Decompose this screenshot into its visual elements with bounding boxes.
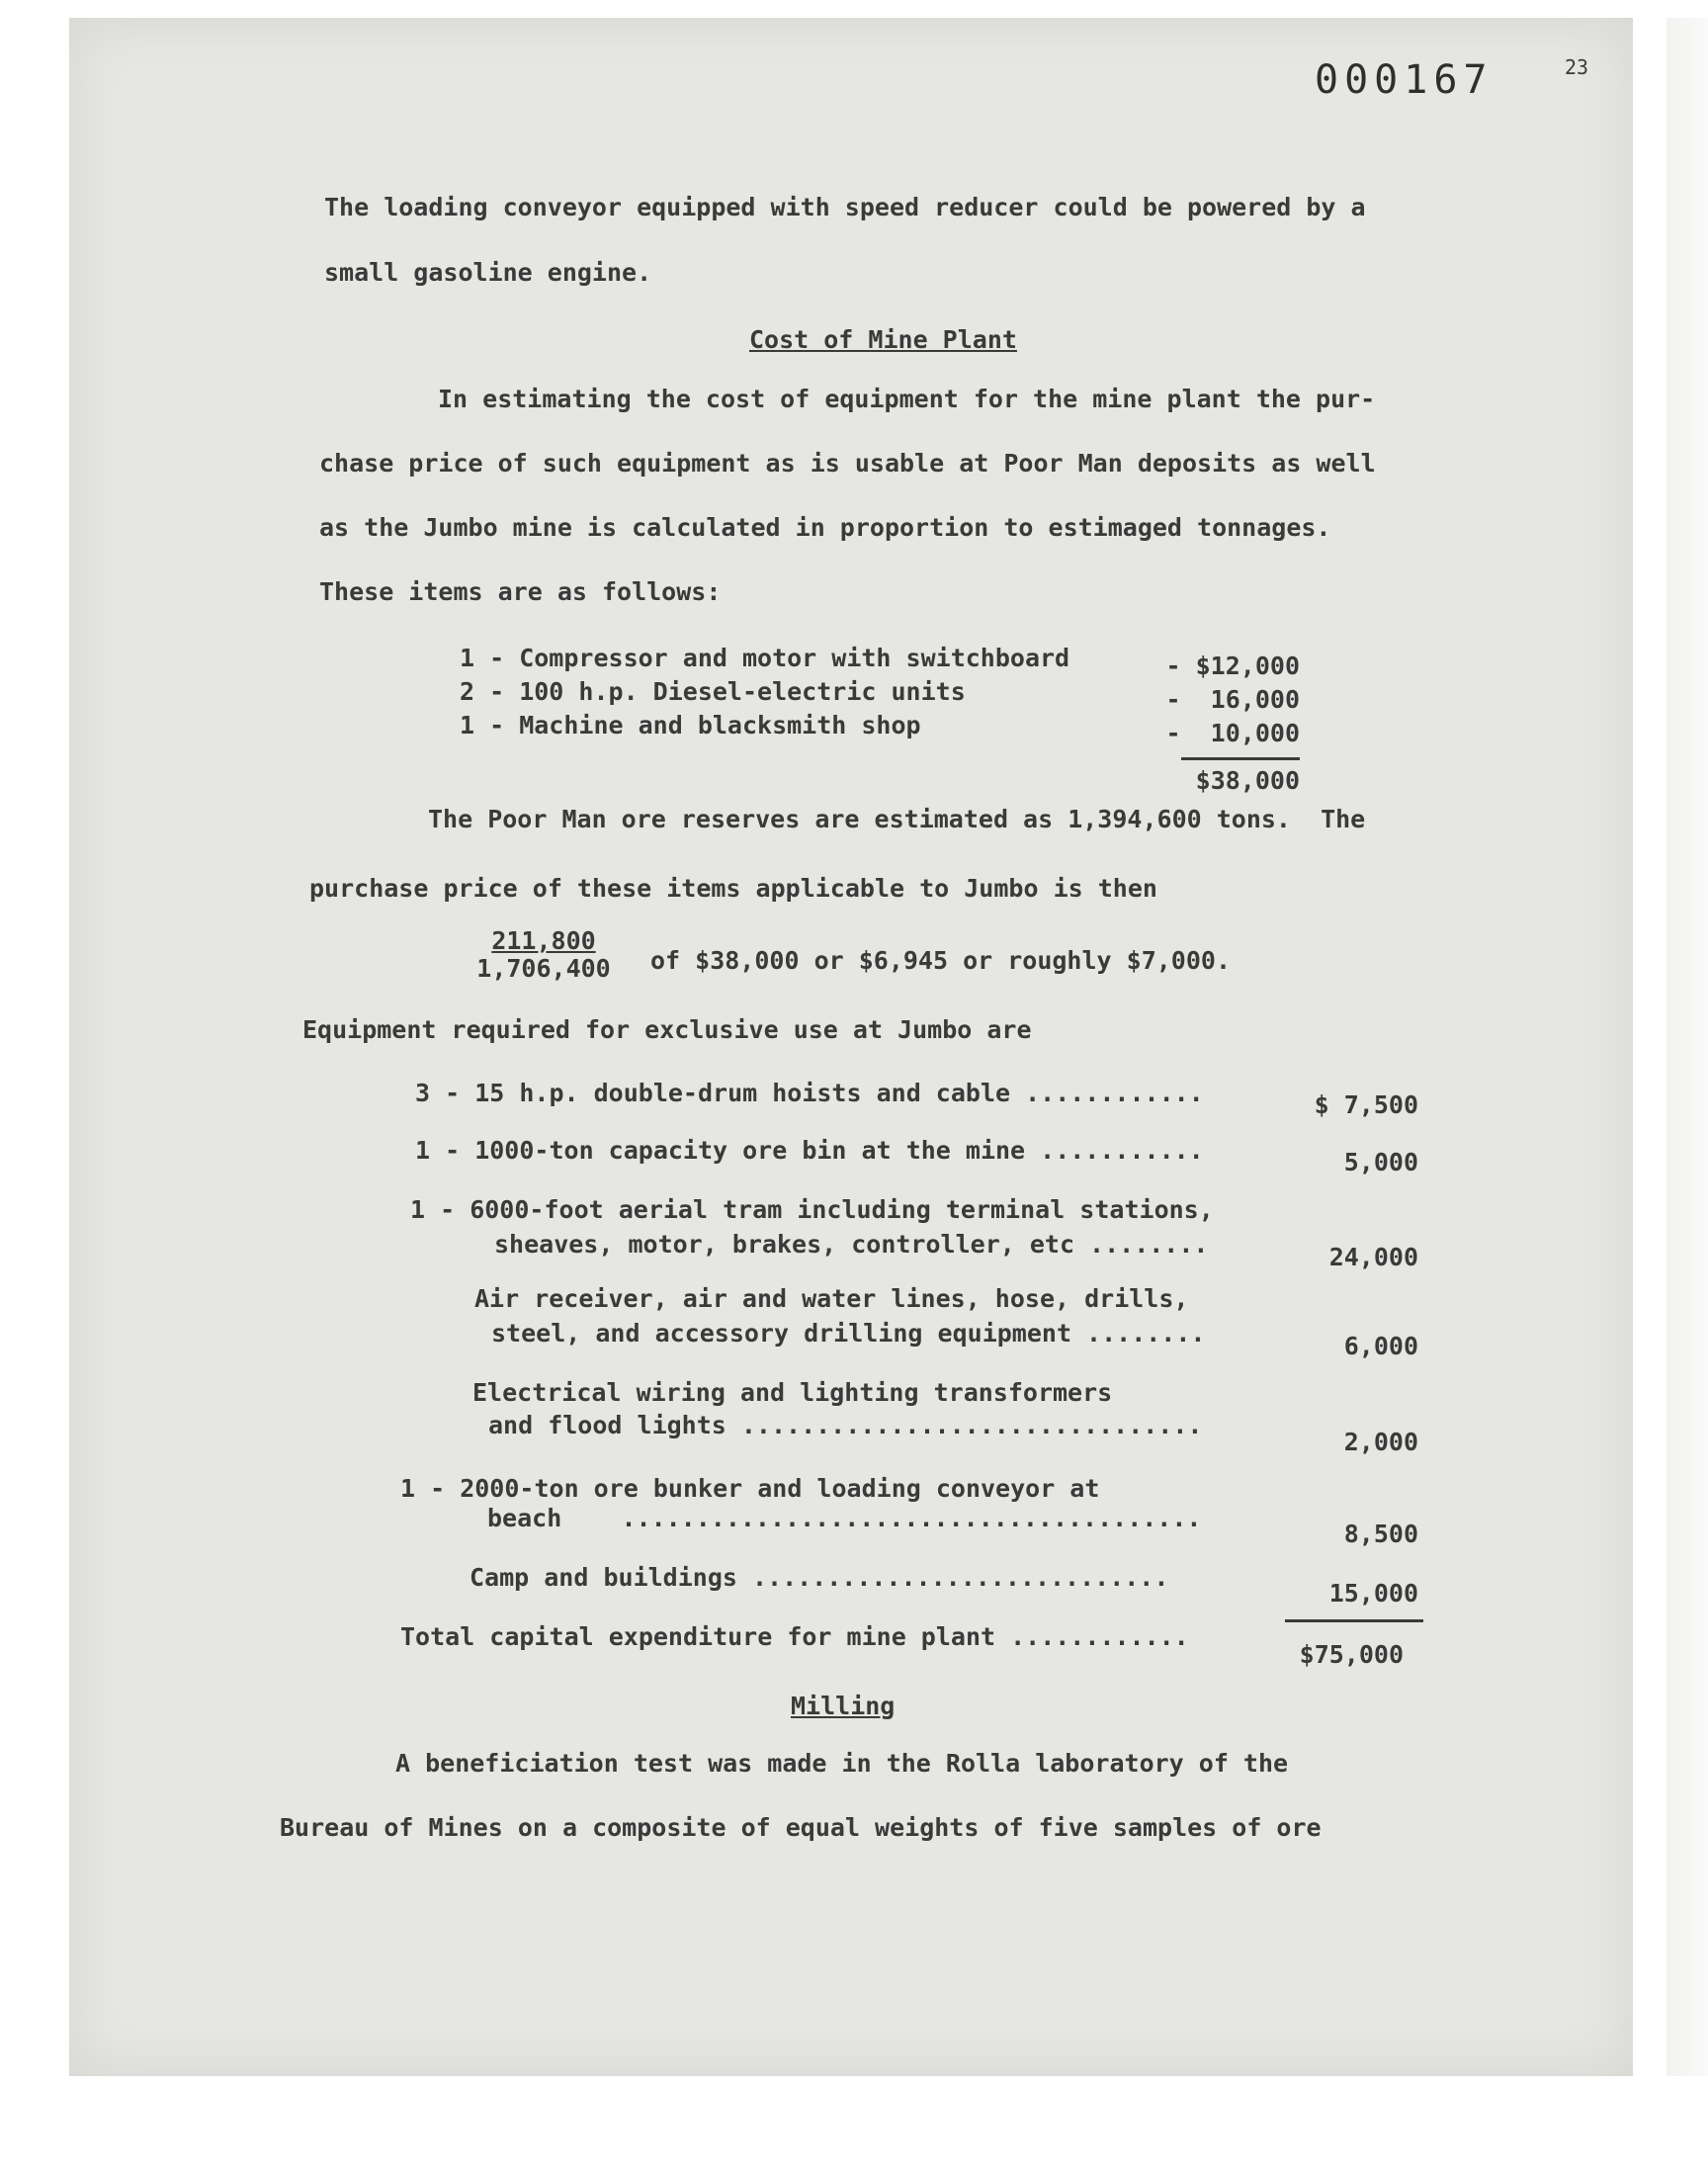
paragraph-line: A beneficiation test was made in the Rolla laboratory of the (395, 1749, 1289, 1778)
page-margin (1666, 18, 1708, 2076)
fraction-text: of $38,000 or $6,945 or roughly $7,000. (650, 946, 1231, 975)
equipment-item-continued: and flood lights ............................... (488, 1411, 1203, 1439)
paragraph-line: These items are as follows: (319, 577, 722, 606)
paragraph-line: as the Jumbo mine is calculated in proportion to estimaged tonnages. (319, 513, 1331, 542)
equipment-amount: 24,000 (1328, 1243, 1418, 1271)
equipment-item: Camp and buildings ............................ (470, 1563, 1169, 1592)
equipment-item: 1 - 2000-ton ore bunker and loading conveyor at (400, 1474, 1100, 1503)
document-stamp-number: 000167 (1315, 57, 1494, 103)
equipment-amount: 5,000 (1343, 1148, 1418, 1176)
shared-item-amount: - 16,000 (1165, 685, 1300, 714)
section-heading-milling: Milling (791, 1692, 896, 1720)
shared-item-desc: 2 - 100 h.p. Diesel-electric units (460, 677, 966, 706)
shared-item-amount: - 10,000 (1165, 719, 1300, 747)
intro-line-2: small gasoline engine. (324, 258, 652, 287)
paragraph-line: In estimating the cost of equipment for the mine plant the pur- (438, 385, 1376, 413)
shared-item-desc: 1 - Compressor and motor with switchboard (460, 644, 1070, 672)
equipment-item-continued: sheaves, motor, brakes, controller, etc ........ (494, 1230, 1209, 1259)
intro-line-1: The loading conveyor equipped with speed reducer could be powered by a (324, 193, 1366, 221)
equipment-item: 1 - 6000-foot aerial tram including terminal stations, (410, 1195, 1214, 1224)
section-heading-cost-of-mine-plant: Cost of Mine Plant (749, 325, 1017, 354)
total-label: Total capital expenditure for mine plant ............ (400, 1622, 1189, 1651)
shared-item-amount: - $12,000 (1165, 652, 1300, 680)
equipment-amount: 8,500 (1343, 1520, 1418, 1548)
fraction-numerator: 211,800 (491, 926, 596, 955)
page-number: 23 (1565, 55, 1589, 79)
subtotal-rule (1181, 757, 1300, 760)
exclusive-intro: Equipment required for exclusive use at Jumbo are (302, 1015, 1032, 1044)
equipment-amount: 6,000 (1343, 1332, 1418, 1360)
equipment-item: Electrical wiring and lighting transformers (472, 1378, 1113, 1407)
paragraph-line: chase price of such equipment as is usable at Poor Man deposits as well (319, 449, 1376, 478)
equipment-amount: 2,000 (1343, 1428, 1418, 1456)
equipment-item: 1 - 1000-ton capacity ore bin at the mine ........... (415, 1136, 1204, 1165)
paragraph-line: purchase price of these items applicable to Jumbo is then (309, 874, 1157, 903)
equipment-item-continued: steel, and accessory drilling equipment ........ (491, 1319, 1206, 1348)
equipment-item: Air receiver, air and water lines, hose, drills, (474, 1284, 1189, 1313)
total-rule (1285, 1619, 1423, 1622)
proportion-fraction (465, 927, 623, 983)
shared-items-total: $38,000 (1195, 766, 1300, 795)
equipment-item: 3 - 15 h.p. double-drum hoists and cable ............ (415, 1079, 1204, 1107)
equipment-item-continued: beach ....................................... (487, 1504, 1202, 1532)
fraction-denominator: 1,706,400 (476, 954, 611, 983)
shared-item-desc: 1 - Machine and blacksmith shop (460, 711, 921, 740)
paragraph-line: Bureau of Mines on a composite of equal weights of five samples of ore (280, 1813, 1322, 1842)
total-amount: $75,000 (1299, 1640, 1404, 1669)
equipment-amount: 15,000 (1328, 1579, 1418, 1608)
equipment-amount: $ 7,500 (1314, 1090, 1418, 1119)
paragraph-line: The Poor Man ore reserves are estimated as 1,394,600 tons. The (428, 805, 1366, 833)
